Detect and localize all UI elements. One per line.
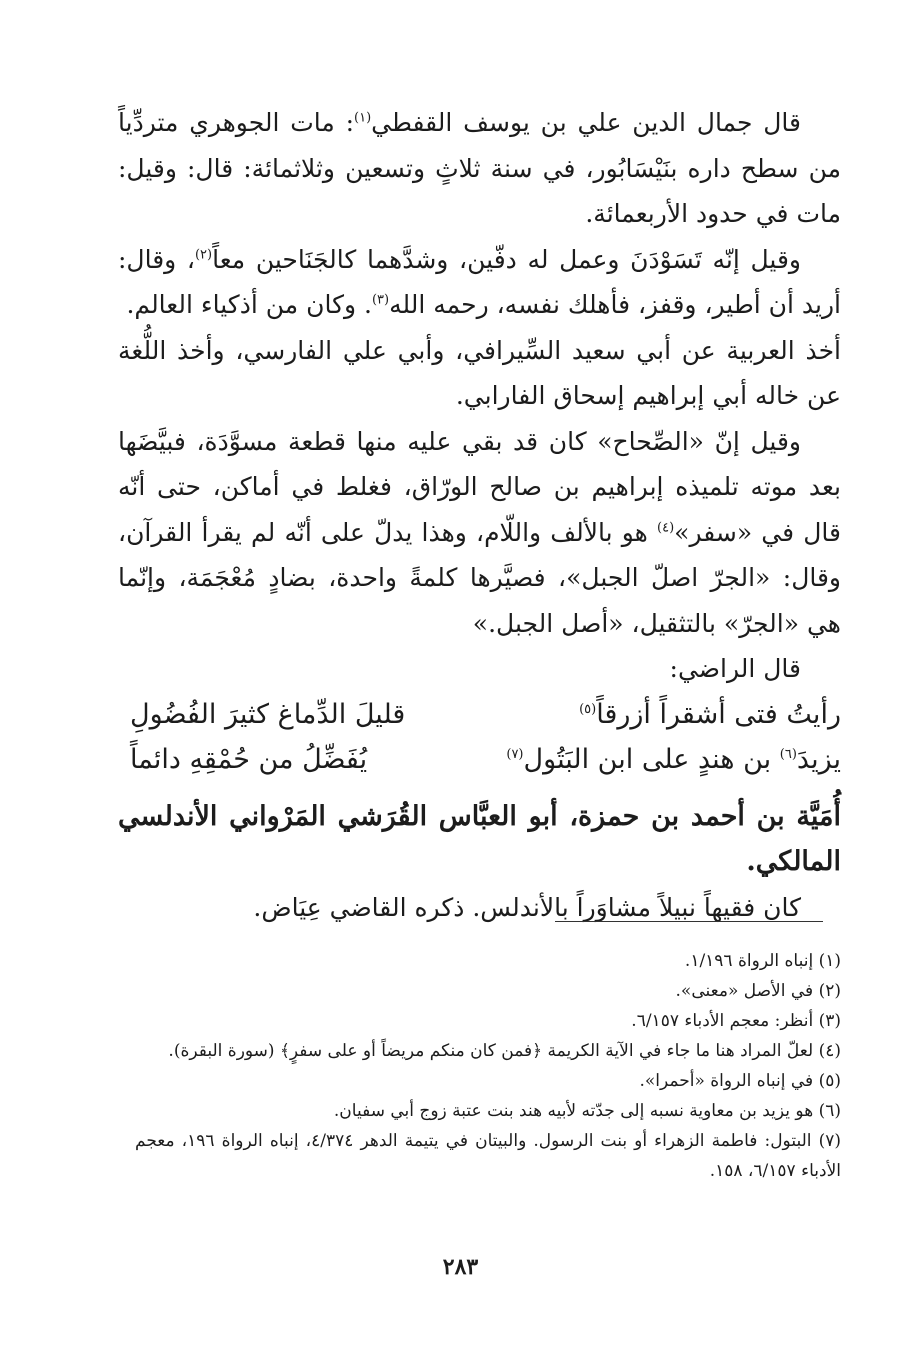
footnote-ref: (٧) bbox=[506, 746, 524, 762]
hemistich-text: رأيتُ فتى أشقراً أزرقاً bbox=[596, 698, 841, 730]
paragraph-death-account bbox=[118, 100, 841, 237]
verse-line-2 bbox=[118, 737, 841, 782]
paragraph-text: وقيل إنّه تَسَوْدَنَ وعمل له دفّين، وشدَّهما كالجَنَاحين معاً bbox=[212, 244, 801, 274]
footnote-2: (٢) في الأصل «معنى». bbox=[675, 981, 841, 1001]
footnotes bbox=[135, 946, 841, 1186]
biography-heading: أُمَيَّة بن أحمد بن حمزة، أبو العبَّاس القُرَشي المَرْواني الأندلسي المالكي. bbox=[118, 800, 841, 877]
paragraph-text: ، وقال: أريد أن أطير، وقفز، فأهلك نفسه، رحمه الله bbox=[118, 244, 841, 319]
biography-text: كان فقيهاً نبيلاً مشاوَراً بالأندلس. ذكره القاضي عِيَاض. bbox=[253, 892, 801, 922]
hemistich-text: بن هندٍ على ابن البَتُول bbox=[523, 743, 780, 775]
poet-intro: قال الراضي: bbox=[669, 654, 801, 683]
footnote-4: (٤) لعلّ المراد هنا ما جاء في الآية الكريمة ﴿فمن كان منكم مريضاً أو على سفرٍ﴾ (سورة البقرة). bbox=[168, 1041, 841, 1061]
paragraph-text: قال جمال الدين علي بن يوسف القفطي bbox=[371, 108, 802, 137]
footnote-3: (٣) أنظر: معجم الأدباء ٦/١٥٧. bbox=[631, 1011, 841, 1031]
main-text bbox=[118, 100, 841, 930]
footnote-divider bbox=[555, 921, 823, 922]
hemistich-second: يُفَضِّلُ من حُمْقِهِ دائماً bbox=[130, 743, 368, 775]
paragraph-text: : مات الجوهري متردِّياً من سطح داره بنَيْسَابُور، في سنة ثلاثٍ وتسعين وثلاثمائة: قال: وقيل: مات في حدود الأربعمائة. bbox=[118, 108, 841, 228]
page-number: ٢٨٣ bbox=[442, 1254, 479, 1280]
paragraph-text: وقيل إنّ «الصِّحاح» كان قد بقي عليه منها قطعة مسوَّدَة، فبيَّضَها بعد موته تلميذه إبراهيم بن صالح الورّاق، فغلط في أماكن، حتى أنّه قال في «سفر» bbox=[118, 426, 841, 547]
paragraph-sihah bbox=[118, 419, 841, 647]
footnote-7: (٧) البتول: فاطمة الزهراء أو بنت الرسول. والبيتان في يتيمة الدهر ٤/٣٧٤، إنباه الرواة ١٩٦، معجم الأدباء ٦/١٥٧، ١٥٨. bbox=[135, 1131, 841, 1181]
paragraph-text: هو بالألف واللّام، وهذا يدلّ على أنّه لم يقرأ القرآن، وقال: «الجرّ اصلّ الجبل»، فصيَّرها كلمةً واحدة، بضادٍ مُعْجَمَة، وإنّما هي «الجرّ» بالتثقيل، «أصل الجبل.» bbox=[118, 517, 841, 638]
footnote-ref: (١) bbox=[354, 110, 372, 126]
hemistich-first bbox=[579, 692, 841, 737]
footnote-ref: (٣) bbox=[371, 292, 390, 308]
verse-line-1 bbox=[118, 692, 841, 737]
hemistich-text: يزيدَ bbox=[796, 743, 841, 775]
footnote-ref: (٥) bbox=[579, 701, 597, 717]
footnote-ref: (٢) bbox=[194, 247, 213, 263]
footnote-ref: (٦) bbox=[779, 746, 797, 762]
footnote-ref: (٤) bbox=[657, 520, 675, 536]
footnote-6: (٦) هو يزيد بن معاوية نسبه إلى جدّته لأبيه هند بنت عتبة زوج أبي سفيان. bbox=[333, 1101, 841, 1121]
footnote-5: (٥) في إنباه الرواة «أحمرا». bbox=[639, 1071, 841, 1091]
hemistich-first bbox=[506, 737, 841, 782]
hemistich-second: قليلَ الدِّماغ كثيرَ الفُضُولِ bbox=[130, 698, 406, 730]
footnote-1: (١) إنباه الرواة ١/١٩٦. bbox=[684, 951, 841, 971]
paragraph-text: . وكان من أذكياء العالم. bbox=[126, 290, 372, 319]
paragraph-flight-story bbox=[118, 237, 841, 328]
paragraph-teachers: أخذ العربية عن أبي سعيد السِّيرافي، وأبي علي الفارسي، وأخذ اللُّغة عن خاله أبي إبراهيم إسحاق الفارابي. bbox=[118, 335, 841, 410]
